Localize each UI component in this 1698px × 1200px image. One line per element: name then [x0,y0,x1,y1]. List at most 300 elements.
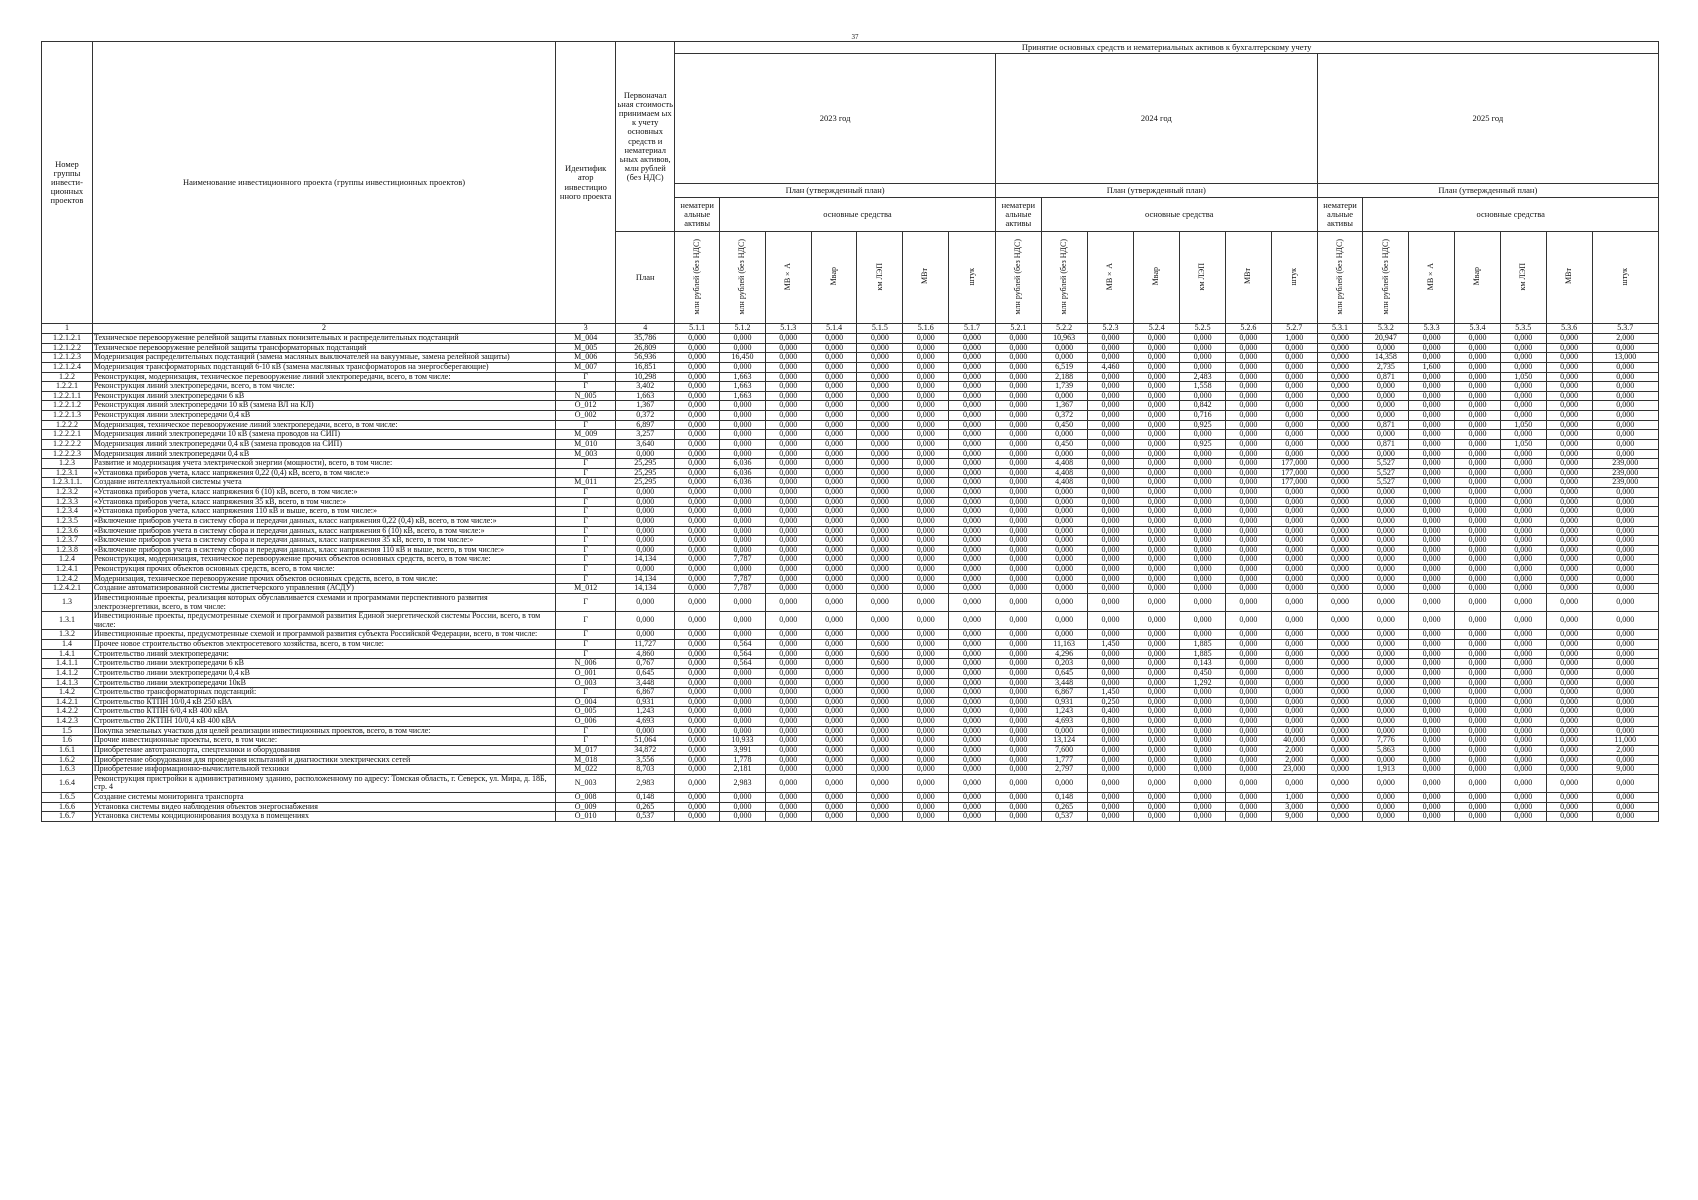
row-value: 0,000 [1180,516,1226,526]
row-value: 0,000 [1226,755,1272,765]
row-value: 0,000 [1087,516,1134,526]
row-value: 0,000 [1134,459,1180,469]
row-value: 0,000 [1180,793,1226,803]
row-value: 0,000 [857,668,903,678]
row-value: 0,148 [1041,793,1087,803]
column-number: 5.2.1 [995,324,1041,334]
row-value: 0,000 [811,593,857,611]
row-value: 0,000 [1317,659,1363,669]
row-value: 0,000 [1134,793,1180,803]
row-value: 0,000 [1271,401,1317,411]
row-value: 0,000 [675,391,720,401]
row-value: 0,000 [811,707,857,717]
row-value: 0,000 [903,736,949,746]
row-value: 0,800 [1087,717,1134,727]
row-name: Приобретение автотранспорта, спецтехники и оборудования [92,745,555,755]
row-value: 0,000 [1180,755,1226,765]
row-identifier: Г [556,726,616,736]
row-value: 0,000 [765,726,811,736]
column-number: 5.1.1 [675,324,720,334]
header-unit: млн рублей (без НДС) [720,232,766,324]
row-value: 0,000 [1455,565,1501,575]
row-name: Установка системы видео наблюдения объектов энергоснабжения [92,802,555,812]
row-number: 1.6.5 [42,793,93,803]
row-value: 0,600 [857,640,903,650]
row-value: 0,000 [903,353,949,363]
row-value: 0,000 [995,459,1041,469]
row-value: 0,000 [616,630,675,640]
row-value: 0,000 [675,726,720,736]
row-number: 1.4.2.3 [42,717,93,727]
row-name: Установка системы кондиционирования воздуха в помещениях [92,812,555,822]
row-value: 0,000 [765,459,811,469]
row-value: 0,000 [1546,593,1592,611]
row-value: 0,000 [1455,668,1501,678]
row-value: 0,000 [1363,649,1409,659]
row-value: 0,000 [857,545,903,555]
row-value: 0,000 [1087,659,1134,669]
row-identifier: O_002 [556,411,616,421]
row-value: 0,000 [720,526,766,536]
row-value: 3,640 [616,439,675,449]
row-value: 0,000 [675,497,720,507]
row-value: 0,871 [1363,439,1409,449]
row-value: 0,000 [811,536,857,546]
row-value: 0,000 [903,584,949,594]
row-value: 0,000 [675,668,720,678]
row-value: 0,000 [720,343,766,353]
row-value: 0,000 [1087,545,1134,555]
row-value: 0,000 [1500,678,1546,688]
row-name: Модернизация, техническое перевооружение прочих объектов основных средств, всего, в том числе: [92,574,555,584]
row-value: 0,000 [1409,526,1455,536]
row-identifier: Г [556,649,616,659]
row-value: 0,000 [1180,574,1226,584]
row-value: 0,000 [1592,793,1658,803]
row-value: 0,000 [857,507,903,517]
row-value: 0,000 [1455,526,1501,536]
row-value: 0,000 [1317,362,1363,372]
row-identifier: O_012 [556,401,616,411]
row-value: 0,000 [1455,745,1501,755]
row-value: 0,000 [1271,668,1317,678]
row-value: 0,000 [1546,468,1592,478]
row-value: 0,000 [720,411,766,421]
row-value: 0,000 [1226,697,1272,707]
row-value: 0,000 [1546,334,1592,344]
row-value: 0,000 [765,765,811,775]
row-name: Модернизация линий электропередачи 0,4 кВ (замена проводов на СИП) [92,439,555,449]
row-value: 0,000 [1226,459,1272,469]
row-value: 0,203 [1041,659,1087,669]
row-identifier: M_012 [556,584,616,594]
row-value: 0,000 [903,612,949,630]
table-row [42,362,1659,372]
table-row [42,449,1659,459]
row-value: 6,867 [616,688,675,698]
row-name: Строительство КТПН 10/0,4 кВ 250 кВА [92,697,555,707]
row-value: 0,000 [995,430,1041,440]
row-value: 0,000 [765,362,811,372]
row-value: 5,527 [1363,459,1409,469]
row-value: 0,000 [675,488,720,498]
row-name: «Включение приборов учета в систему сбора и передачи данных, класс напряжения 0,22 (0,4) кВ, всего, в том числе:» [92,516,555,526]
row-value: 0,000 [1409,745,1455,755]
row-value: 0,000 [1226,526,1272,536]
row-value: 0,000 [1317,802,1363,812]
column-number: 5.2.6 [1226,324,1272,334]
row-value: 0,000 [811,401,857,411]
row-value: 0,000 [1271,726,1317,736]
row-value: 0,000 [1500,343,1546,353]
row-value: 6,867 [1041,688,1087,698]
row-value: 0,000 [765,574,811,584]
row-value: 0,000 [1363,802,1409,812]
row-value: 0,000 [995,574,1041,584]
row-value: 1,243 [1041,707,1087,717]
row-value: 0,000 [616,726,675,736]
row-value: 0,000 [1087,353,1134,363]
row-value: 0,000 [1317,555,1363,565]
row-value: 0,000 [1500,630,1546,640]
row-value: 0,000 [675,593,720,611]
row-value: 0,000 [949,668,996,678]
row-value: 0,000 [1317,411,1363,421]
row-value: 0,000 [720,793,766,803]
row-value: 0,842 [1180,401,1226,411]
row-value: 0,000 [1455,497,1501,507]
row-value: 0,000 [811,755,857,765]
row-value: 0,000 [1087,678,1134,688]
row-value: 0,000 [1592,555,1658,565]
row-value: 0,000 [1271,678,1317,688]
row-value: 0,000 [1180,362,1226,372]
row-value: 1,243 [616,707,675,717]
row-value: 0,000 [1409,439,1455,449]
row-value: 0,000 [1041,612,1087,630]
row-identifier: Г [556,497,616,507]
row-name: «Включение приборов учета в систему сбора и передачи данных, класс напряжения 110 кВ и выше, всего, в том числе:» [92,545,555,555]
row-value: 1,558 [1180,382,1226,392]
row-value: 0,000 [616,612,675,630]
row-value: 0,000 [765,439,811,449]
row-value: 0,000 [1409,382,1455,392]
row-number: 1.2.3.7 [42,536,93,546]
row-value: 2,483 [1180,372,1226,382]
row-value: 0,000 [995,334,1041,344]
row-value: 0,000 [811,584,857,594]
header-unit: Мвар [1455,232,1501,324]
row-value: 0,000 [720,668,766,678]
row-value: 0,000 [857,755,903,765]
row-value: 0,000 [1134,353,1180,363]
row-value: 0,000 [1363,382,1409,392]
row-value: 0,000 [1455,707,1501,717]
row-value: 0,000 [675,774,720,792]
row-value: 0,000 [1546,362,1592,372]
row-value: 0,000 [903,334,949,344]
row-value: 0,000 [1134,574,1180,584]
row-value: 0,000 [995,411,1041,421]
row-value: 0,000 [857,688,903,698]
investment-table [41,41,1659,822]
row-value: 0,000 [1409,353,1455,363]
row-value: 0,000 [949,353,996,363]
row-value: 0,000 [1134,688,1180,698]
row-value: 0,000 [1226,649,1272,659]
row-value: 2,000 [1592,745,1658,755]
row-value: 0,000 [995,343,1041,353]
row-value: 0,000 [995,468,1041,478]
table-row [42,526,1659,536]
row-value: 3,000 [1271,802,1317,812]
row-name: Развитие и модернизация учета электрической энергии (мощности), всего, в том числе: [92,459,555,469]
table-row [42,707,1659,717]
row-value: 0,000 [1409,659,1455,669]
row-value: 0,000 [949,507,996,517]
row-value: 0,000 [675,574,720,584]
row-value: 0,000 [1087,555,1134,565]
row-value: 0,000 [1180,526,1226,536]
row-value: 0,000 [1546,659,1592,669]
row-value: 0,000 [1134,536,1180,546]
header-fixed-assets-2024: основные средства [1041,198,1317,232]
row-value: 0,000 [949,612,996,630]
row-value: 0,000 [1134,343,1180,353]
row-value: 0,000 [1409,649,1455,659]
row-value: 0,000 [720,497,766,507]
row-value: 0,000 [1134,774,1180,792]
row-value: 0,000 [949,372,996,382]
row-value: 0,000 [1592,536,1658,546]
row-value: 0,000 [1226,640,1272,650]
row-value: 0,000 [1271,707,1317,717]
row-value: 0,000 [616,565,675,575]
row-value: 0,000 [1592,430,1658,440]
row-value: 0,925 [1180,439,1226,449]
row-number: 1.4.1.3 [42,678,93,688]
row-value: 0,000 [765,593,811,611]
row-name: Модернизация распределительных подстанций (замена масляных выключателей на вакуумные, замена релейной защиты) [92,353,555,363]
row-number: 1.6.7 [42,812,93,822]
row-value: 0,000 [1546,430,1592,440]
row-value: 0,000 [1363,516,1409,526]
row-value: 25,295 [616,459,675,469]
row-value: 0,000 [675,372,720,382]
row-value: 0,000 [1546,565,1592,575]
header-year-2025: 2025 год [1317,54,1658,184]
row-value: 0,000 [995,726,1041,736]
row-value: 0,000 [1500,765,1546,775]
table-row [42,697,1659,707]
row-value: 0,000 [1592,802,1658,812]
row-value: 0,000 [765,745,811,755]
row-value: 0,000 [1592,565,1658,575]
row-value: 0,000 [765,630,811,640]
row-value: 3,991 [720,745,766,755]
row-value: 0,645 [1041,668,1087,678]
row-value: 0,000 [949,659,996,669]
row-value: 0,000 [1180,584,1226,594]
row-value: 0,000 [765,411,811,421]
table-row [42,774,1659,792]
row-number: 1.4.1.1 [42,659,93,669]
row-value: 0,000 [1363,555,1409,565]
row-value: 0,000 [1134,565,1180,575]
row-value: 0,000 [903,497,949,507]
row-value: 0,000 [949,468,996,478]
table-row [42,765,1659,775]
row-value: 0,000 [995,717,1041,727]
row-value: 0,000 [1180,488,1226,498]
row-value: 0,000 [1087,449,1134,459]
row-value: 0,000 [1317,382,1363,392]
row-value: 4,408 [1041,468,1087,478]
row-value: 0,000 [1409,755,1455,765]
row-value: 0,000 [720,717,766,727]
row-value: 0,000 [811,612,857,630]
row-value: 0,000 [765,659,811,669]
row-identifier: O_009 [556,802,616,812]
row-value: 0,000 [675,755,720,765]
row-value: 0,000 [765,343,811,353]
row-value: 0,000 [1317,793,1363,803]
row-value: 0,000 [1134,507,1180,517]
row-value: 0,000 [765,736,811,746]
row-value: 0,000 [949,697,996,707]
row-name: Модернизация трансформаторных подстанций 6-10 кВ (замена масляных трансформаторов на энергосберегающие) [92,362,555,372]
row-value: 0,000 [765,536,811,546]
row-value: 0,000 [720,630,766,640]
row-identifier: Г [556,516,616,526]
row-value: 0,000 [1317,765,1363,775]
row-value: 0,000 [1041,343,1087,353]
row-value: 0,000 [1317,736,1363,746]
row-value: 1,778 [720,755,766,765]
row-value: 0,000 [857,726,903,736]
row-value: 0,000 [1363,678,1409,688]
row-value: 0,000 [995,612,1041,630]
header-project-name: Наименование инвестиционного проекта (группы инвестиционных проектов) [92,42,555,324]
row-identifier: M_022 [556,765,616,775]
header-fixed-assets-2025: основные средства [1363,198,1659,232]
row-value: 0,000 [811,391,857,401]
row-value: 0,000 [1592,343,1658,353]
row-value: 0,000 [1226,439,1272,449]
row-value: 0,000 [857,430,903,440]
row-value: 0,000 [1592,755,1658,765]
row-name: Инвестиционные проекты, предусмотренные схемой и программой развития субъекта Российской Федерации, всего, в том числе: [92,630,555,640]
row-identifier: Г [556,545,616,555]
table-row [42,630,1659,640]
row-value: 2,797 [1041,765,1087,775]
row-identifier: M_011 [556,478,616,488]
row-value: 0,000 [1363,707,1409,717]
row-value: 0,000 [811,430,857,440]
row-value: 1,739 [1041,382,1087,392]
row-value: 0,000 [857,812,903,822]
table-row [42,736,1659,746]
row-value: 0,000 [811,640,857,650]
row-identifier: Г [556,565,616,575]
row-value: 0,000 [903,640,949,650]
row-value: 0,000 [811,526,857,536]
row-value: 0,000 [720,565,766,575]
row-value: 0,000 [675,736,720,746]
row-value: 0,000 [1317,478,1363,488]
header-year-2024: 2024 год [995,54,1317,184]
column-number: 5.1.4 [811,324,857,334]
table-row [42,536,1659,546]
row-value: 2,000 [1592,334,1658,344]
row-value: 0,000 [1271,555,1317,565]
header-unit: км ЛЭП [1180,232,1226,324]
row-value: 239,000 [1592,459,1658,469]
header-unit: МВт [903,232,949,324]
row-value: 0,000 [1546,507,1592,517]
row-value: 0,000 [1546,793,1592,803]
row-number: 1.4 [42,640,93,650]
row-identifier: Г [556,688,616,698]
row-value: 1,913 [1363,765,1409,775]
row-value: 0,000 [1409,574,1455,584]
row-value: 0,000 [857,372,903,382]
row-value: 0,000 [995,697,1041,707]
row-value: 1,050 [1500,439,1546,449]
row-value: 0,000 [1134,449,1180,459]
row-value: 0,000 [1180,717,1226,727]
row-name: Прочие инвестиционные проекты, всего, в том числе: [92,736,555,746]
row-value: 0,000 [1546,812,1592,822]
table-row [42,688,1659,698]
row-value: 3,402 [616,382,675,392]
row-value: 0,000 [1409,372,1455,382]
table-header [42,42,1659,334]
row-value: 0,000 [811,774,857,792]
row-name: «Установка приборов учета, класс напряжения 35 кВ, всего, в том числе:» [92,497,555,507]
row-value: 0,000 [1363,497,1409,507]
row-value: 0,000 [811,802,857,812]
row-value: 0,000 [1317,420,1363,430]
header-acceptance-title: Принятие основных средств и нематериальных активов к бухгалтерскому учету [675,42,1659,54]
row-value: 0,000 [1087,439,1134,449]
row-value: 0,000 [1271,584,1317,594]
row-name: Реконструкция линий электропередачи 10 кВ (замена ВЛ на КЛ) [92,401,555,411]
row-value: 0,000 [949,688,996,698]
row-value: 2,983 [720,774,766,792]
row-number: 1.6.6 [42,802,93,812]
row-value: 0,000 [1226,411,1272,421]
row-value: 0,000 [903,745,949,755]
row-value: 3,257 [616,430,675,440]
row-value: 0,000 [1134,401,1180,411]
row-value: 0,000 [1087,584,1134,594]
row-value: 4,460 [1087,362,1134,372]
row-value: 0,000 [1317,688,1363,698]
header-group-number: Номер группы инвести-ционных проектов [42,42,93,324]
column-number: 5.1.7 [949,324,996,334]
row-value: 0,000 [1180,478,1226,488]
row-value: 0,000 [995,793,1041,803]
row-value: 0,000 [1134,659,1180,669]
row-value: 4,408 [1041,478,1087,488]
row-value: 0,000 [1134,526,1180,536]
row-value: 0,000 [720,593,766,611]
row-value: 0,000 [995,516,1041,526]
header-intangible-2024: нематери альные активы [995,198,1041,232]
row-value: 0,000 [949,717,996,727]
row-value: 0,000 [1409,630,1455,640]
